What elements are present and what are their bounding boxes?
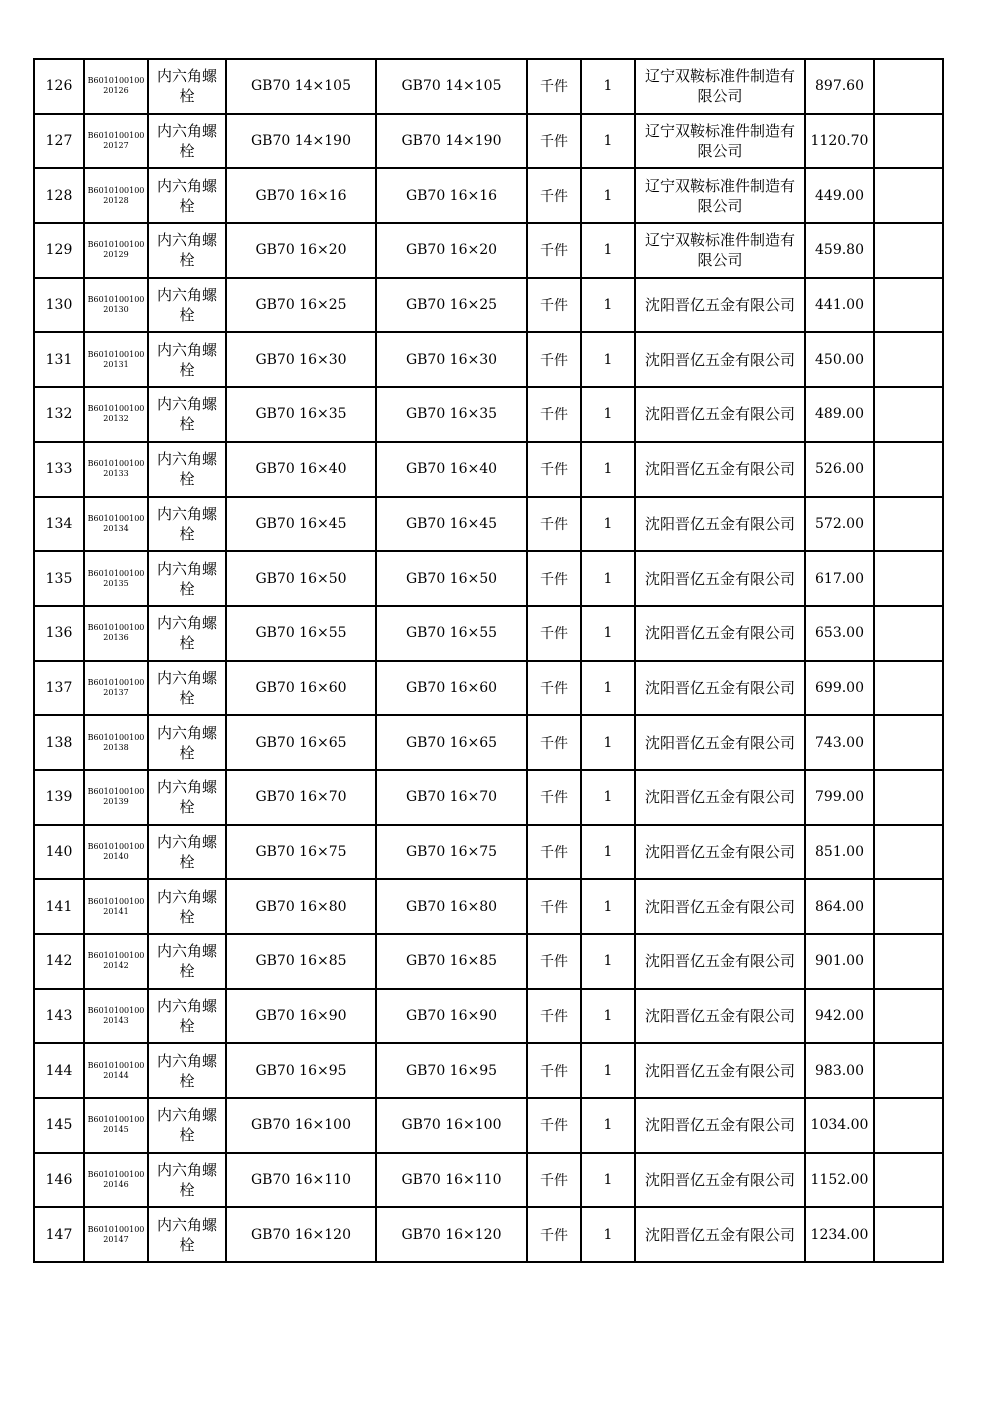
row-number: 132 — [34, 387, 84, 442]
item-quantity: 1 — [581, 59, 635, 114]
item-name: 内六角螺栓 — [148, 661, 226, 716]
material-code: B601010010020133 — [84, 442, 148, 497]
item-spec: GB70 16×95 — [226, 1043, 376, 1098]
item-spec: GB70 16×80 — [226, 879, 376, 934]
material-code: B601010010020135 — [84, 551, 148, 606]
item-name: 内六角螺栓 — [148, 1098, 226, 1153]
item-name: 内六角螺栓 — [148, 332, 226, 387]
row-number: 138 — [34, 715, 84, 770]
remark-cell — [874, 59, 943, 114]
remark-cell — [874, 606, 943, 661]
row-number: 142 — [34, 934, 84, 989]
material-code: B601010010020139 — [84, 770, 148, 825]
row-number: 144 — [34, 1043, 84, 1098]
unit-price: 489.00 — [805, 387, 874, 442]
unit-price: 799.00 — [805, 770, 874, 825]
item-unit: 千件 — [527, 1153, 581, 1208]
item-name: 内六角螺栓 — [148, 497, 226, 552]
item-unit: 千件 — [527, 387, 581, 442]
row-number: 143 — [34, 989, 84, 1044]
remark-cell — [874, 497, 943, 552]
item-quantity: 1 — [581, 223, 635, 278]
item-model: GB70 16×25 — [376, 278, 527, 333]
table-row — [34, 934, 943, 989]
supplier-name: 沈阳晋亿五金有限公司 — [635, 770, 805, 825]
unit-price: 864.00 — [805, 879, 874, 934]
supplier-name: 沈阳晋亿五金有限公司 — [635, 442, 805, 497]
row-number: 133 — [34, 442, 84, 497]
unit-price: 1152.00 — [805, 1153, 874, 1208]
remark-cell — [874, 278, 943, 333]
item-name: 内六角螺栓 — [148, 278, 226, 333]
row-number: 139 — [34, 770, 84, 825]
row-number: 128 — [34, 168, 84, 223]
item-name: 内六角螺栓 — [148, 715, 226, 770]
table-row — [34, 989, 943, 1044]
item-name: 内六角螺栓 — [148, 825, 226, 880]
item-spec: GB70 16×65 — [226, 715, 376, 770]
material-code: B601010010020147 — [84, 1207, 148, 1262]
item-spec: GB70 16×25 — [226, 278, 376, 333]
remark-cell — [874, 114, 943, 169]
item-unit: 千件 — [527, 1207, 581, 1262]
unit-price: 441.00 — [805, 278, 874, 333]
item-name: 内六角螺栓 — [148, 934, 226, 989]
row-number: 146 — [34, 1153, 84, 1208]
item-spec: GB70 14×105 — [226, 59, 376, 114]
unit-price: 1120.70 — [805, 114, 874, 169]
material-code: B601010010020136 — [84, 606, 148, 661]
item-unit: 千件 — [527, 59, 581, 114]
row-number: 130 — [34, 278, 84, 333]
item-spec: GB70 16×75 — [226, 825, 376, 880]
supplier-name: 沈阳晋亿五金有限公司 — [635, 1207, 805, 1262]
item-quantity: 1 — [581, 168, 635, 223]
item-spec: GB70 16×70 — [226, 770, 376, 825]
row-number: 136 — [34, 606, 84, 661]
item-model: GB70 16×16 — [376, 168, 527, 223]
remark-cell — [874, 332, 943, 387]
supplier-name: 沈阳晋亿五金有限公司 — [635, 825, 805, 880]
material-code: B601010010020129 — [84, 223, 148, 278]
row-number: 140 — [34, 825, 84, 880]
row-number: 131 — [34, 332, 84, 387]
item-model: GB70 16×40 — [376, 442, 527, 497]
row-number: 129 — [34, 223, 84, 278]
item-unit: 千件 — [527, 770, 581, 825]
unit-price: 617.00 — [805, 551, 874, 606]
table-row — [34, 770, 943, 825]
material-code: B601010010020146 — [84, 1153, 148, 1208]
item-quantity: 1 — [581, 879, 635, 934]
material-code: B601010010020130 — [84, 278, 148, 333]
supplier-name: 沈阳晋亿五金有限公司 — [635, 497, 805, 552]
row-number: 135 — [34, 551, 84, 606]
unit-price: 851.00 — [805, 825, 874, 880]
item-spec: GB70 16×60 — [226, 661, 376, 716]
material-code: B601010010020132 — [84, 387, 148, 442]
item-name: 内六角螺栓 — [148, 879, 226, 934]
item-quantity: 1 — [581, 825, 635, 880]
table-row — [34, 168, 943, 223]
item-name: 内六角螺栓 — [148, 551, 226, 606]
supplier-name: 辽宁双鞍标准件制造有限公司 — [635, 168, 805, 223]
remark-cell — [874, 770, 943, 825]
item-spec: GB70 14×190 — [226, 114, 376, 169]
supplier-name: 辽宁双鞍标准件制造有限公司 — [635, 223, 805, 278]
unit-price: 983.00 — [805, 1043, 874, 1098]
material-code: B601010010020140 — [84, 825, 148, 880]
remark-cell — [874, 168, 943, 223]
row-number: 137 — [34, 661, 84, 716]
item-name: 内六角螺栓 — [148, 168, 226, 223]
item-name: 内六角螺栓 — [148, 442, 226, 497]
row-number: 145 — [34, 1098, 84, 1153]
supplier-name: 沈阳晋亿五金有限公司 — [635, 1098, 805, 1153]
item-spec: GB70 16×50 — [226, 551, 376, 606]
unit-price: 526.00 — [805, 442, 874, 497]
item-quantity: 1 — [581, 1043, 635, 1098]
material-code: B601010010020144 — [84, 1043, 148, 1098]
unit-price: 1234.00 — [805, 1207, 874, 1262]
item-model: GB70 14×190 — [376, 114, 527, 169]
item-name: 内六角螺栓 — [148, 59, 226, 114]
item-spec: GB70 16×100 — [226, 1098, 376, 1153]
item-unit: 千件 — [527, 223, 581, 278]
remark-cell — [874, 442, 943, 497]
supplier-name: 沈阳晋亿五金有限公司 — [635, 1153, 805, 1208]
item-unit: 千件 — [527, 934, 581, 989]
supplier-name: 沈阳晋亿五金有限公司 — [635, 934, 805, 989]
supplier-name: 辽宁双鞍标准件制造有限公司 — [635, 114, 805, 169]
remark-cell — [874, 825, 943, 880]
item-name: 内六角螺栓 — [148, 989, 226, 1044]
material-code: B601010010020142 — [84, 934, 148, 989]
item-quantity: 1 — [581, 551, 635, 606]
supplier-name: 沈阳晋亿五金有限公司 — [635, 551, 805, 606]
item-spec: GB70 16×30 — [226, 332, 376, 387]
item-unit: 千件 — [527, 442, 581, 497]
item-model: GB70 16×95 — [376, 1043, 527, 1098]
material-code: B601010010020126 — [84, 59, 148, 114]
item-quantity: 1 — [581, 606, 635, 661]
item-spec: GB70 16×20 — [226, 223, 376, 278]
item-model: GB70 16×85 — [376, 934, 527, 989]
supplier-name: 沈阳晋亿五金有限公司 — [635, 278, 805, 333]
item-quantity: 1 — [581, 661, 635, 716]
item-model: GB70 16×20 — [376, 223, 527, 278]
table-row — [34, 715, 943, 770]
table-body — [34, 59, 943, 1262]
item-quantity: 1 — [581, 934, 635, 989]
table-row — [34, 1207, 943, 1262]
item-name: 内六角螺栓 — [148, 1153, 226, 1208]
item-unit: 千件 — [527, 114, 581, 169]
item-spec: GB70 16×40 — [226, 442, 376, 497]
item-model: GB70 14×105 — [376, 59, 527, 114]
item-quantity: 1 — [581, 442, 635, 497]
unit-price: 449.00 — [805, 168, 874, 223]
item-name: 内六角螺栓 — [148, 770, 226, 825]
item-name: 内六角螺栓 — [148, 387, 226, 442]
row-number: 127 — [34, 114, 84, 169]
unit-price: 450.00 — [805, 332, 874, 387]
item-model: GB70 16×100 — [376, 1098, 527, 1153]
supplier-name: 沈阳晋亿五金有限公司 — [635, 606, 805, 661]
table-row — [34, 1153, 943, 1208]
remark-cell — [874, 1098, 943, 1153]
unit-price: 1034.00 — [805, 1098, 874, 1153]
supplier-name: 沈阳晋亿五金有限公司 — [635, 715, 805, 770]
unit-price: 699.00 — [805, 661, 874, 716]
item-spec: GB70 16×55 — [226, 606, 376, 661]
item-quantity: 1 — [581, 989, 635, 1044]
supplier-name: 沈阳晋亿五金有限公司 — [635, 332, 805, 387]
table-row — [34, 1098, 943, 1153]
item-spec: GB70 16×90 — [226, 989, 376, 1044]
item-unit: 千件 — [527, 168, 581, 223]
remark-cell — [874, 1043, 943, 1098]
row-number: 134 — [34, 497, 84, 552]
item-quantity: 1 — [581, 1098, 635, 1153]
table-row — [34, 661, 943, 716]
remark-cell — [874, 387, 943, 442]
item-name: 内六角螺栓 — [148, 223, 226, 278]
item-model: GB70 16×50 — [376, 551, 527, 606]
item-unit: 千件 — [527, 278, 581, 333]
remark-cell — [874, 879, 943, 934]
item-unit: 千件 — [527, 497, 581, 552]
material-code: B601010010020128 — [84, 168, 148, 223]
item-unit: 千件 — [527, 879, 581, 934]
item-quantity: 1 — [581, 278, 635, 333]
item-name: 内六角螺栓 — [148, 114, 226, 169]
table-row — [34, 442, 943, 497]
item-spec: GB70 16×110 — [226, 1153, 376, 1208]
table-row — [34, 825, 943, 880]
item-quantity: 1 — [581, 114, 635, 169]
table-row — [34, 59, 943, 114]
supplier-name: 沈阳晋亿五金有限公司 — [635, 879, 805, 934]
table-row — [34, 278, 943, 333]
item-model: GB70 16×35 — [376, 387, 527, 442]
item-quantity: 1 — [581, 1207, 635, 1262]
table-row — [34, 606, 943, 661]
item-quantity: 1 — [581, 1153, 635, 1208]
item-quantity: 1 — [581, 770, 635, 825]
item-model: GB70 16×30 — [376, 332, 527, 387]
material-code: B601010010020143 — [84, 989, 148, 1044]
unit-price: 901.00 — [805, 934, 874, 989]
unit-price: 897.60 — [805, 59, 874, 114]
item-unit: 千件 — [527, 989, 581, 1044]
item-unit: 千件 — [527, 715, 581, 770]
unit-price: 572.00 — [805, 497, 874, 552]
row-number: 141 — [34, 879, 84, 934]
remark-cell — [874, 989, 943, 1044]
item-name: 内六角螺栓 — [148, 1207, 226, 1262]
remark-cell — [874, 715, 943, 770]
item-spec: GB70 16×16 — [226, 168, 376, 223]
item-unit: 千件 — [527, 551, 581, 606]
remark-cell — [874, 1153, 943, 1208]
remark-cell — [874, 223, 943, 278]
material-code: B601010010020131 — [84, 332, 148, 387]
item-spec: GB70 16×120 — [226, 1207, 376, 1262]
item-quantity: 1 — [581, 332, 635, 387]
remark-cell — [874, 934, 943, 989]
item-quantity: 1 — [581, 715, 635, 770]
item-quantity: 1 — [581, 497, 635, 552]
item-model: GB70 16×65 — [376, 715, 527, 770]
item-model: GB70 16×80 — [376, 879, 527, 934]
item-quantity: 1 — [581, 387, 635, 442]
table-row — [34, 551, 943, 606]
item-model: GB70 16×60 — [376, 661, 527, 716]
table-row — [34, 1043, 943, 1098]
material-code: B601010010020134 — [84, 497, 148, 552]
item-unit: 千件 — [527, 332, 581, 387]
row-number: 147 — [34, 1207, 84, 1262]
table-row — [34, 879, 943, 934]
supplier-name: 沈阳晋亿五金有限公司 — [635, 661, 805, 716]
item-model: GB70 16×110 — [376, 1153, 527, 1208]
table-row — [34, 114, 943, 169]
unit-price: 653.00 — [805, 606, 874, 661]
item-unit: 千件 — [527, 661, 581, 716]
item-spec: GB70 16×85 — [226, 934, 376, 989]
remark-cell — [874, 1207, 943, 1262]
price-table — [33, 58, 944, 1263]
material-code: B601010010020145 — [84, 1098, 148, 1153]
item-unit: 千件 — [527, 825, 581, 880]
item-unit: 千件 — [527, 1098, 581, 1153]
remark-cell — [874, 661, 943, 716]
table-row — [34, 387, 943, 442]
item-model: GB70 16×90 — [376, 989, 527, 1044]
item-name: 内六角螺栓 — [148, 1043, 226, 1098]
item-model: GB70 16×45 — [376, 497, 527, 552]
item-model: GB70 16×70 — [376, 770, 527, 825]
unit-price: 743.00 — [805, 715, 874, 770]
supplier-name: 沈阳晋亿五金有限公司 — [635, 989, 805, 1044]
item-unit: 千件 — [527, 1043, 581, 1098]
item-model: GB70 16×75 — [376, 825, 527, 880]
item-spec: GB70 16×45 — [226, 497, 376, 552]
item-spec: GB70 16×35 — [226, 387, 376, 442]
item-unit: 千件 — [527, 606, 581, 661]
remark-cell — [874, 551, 943, 606]
supplier-name: 沈阳晋亿五金有限公司 — [635, 1043, 805, 1098]
table-row — [34, 497, 943, 552]
table-row — [34, 332, 943, 387]
material-code: B601010010020127 — [84, 114, 148, 169]
material-code: B601010010020137 — [84, 661, 148, 716]
supplier-name: 沈阳晋亿五金有限公司 — [635, 387, 805, 442]
item-name: 内六角螺栓 — [148, 606, 226, 661]
unit-price: 942.00 — [805, 989, 874, 1044]
unit-price: 459.80 — [805, 223, 874, 278]
row-number: 126 — [34, 59, 84, 114]
material-code: B601010010020138 — [84, 715, 148, 770]
table-row — [34, 223, 943, 278]
supplier-name: 辽宁双鞍标准件制造有限公司 — [635, 59, 805, 114]
item-model: GB70 16×120 — [376, 1207, 527, 1262]
material-code: B601010010020141 — [84, 879, 148, 934]
item-model: GB70 16×55 — [376, 606, 527, 661]
